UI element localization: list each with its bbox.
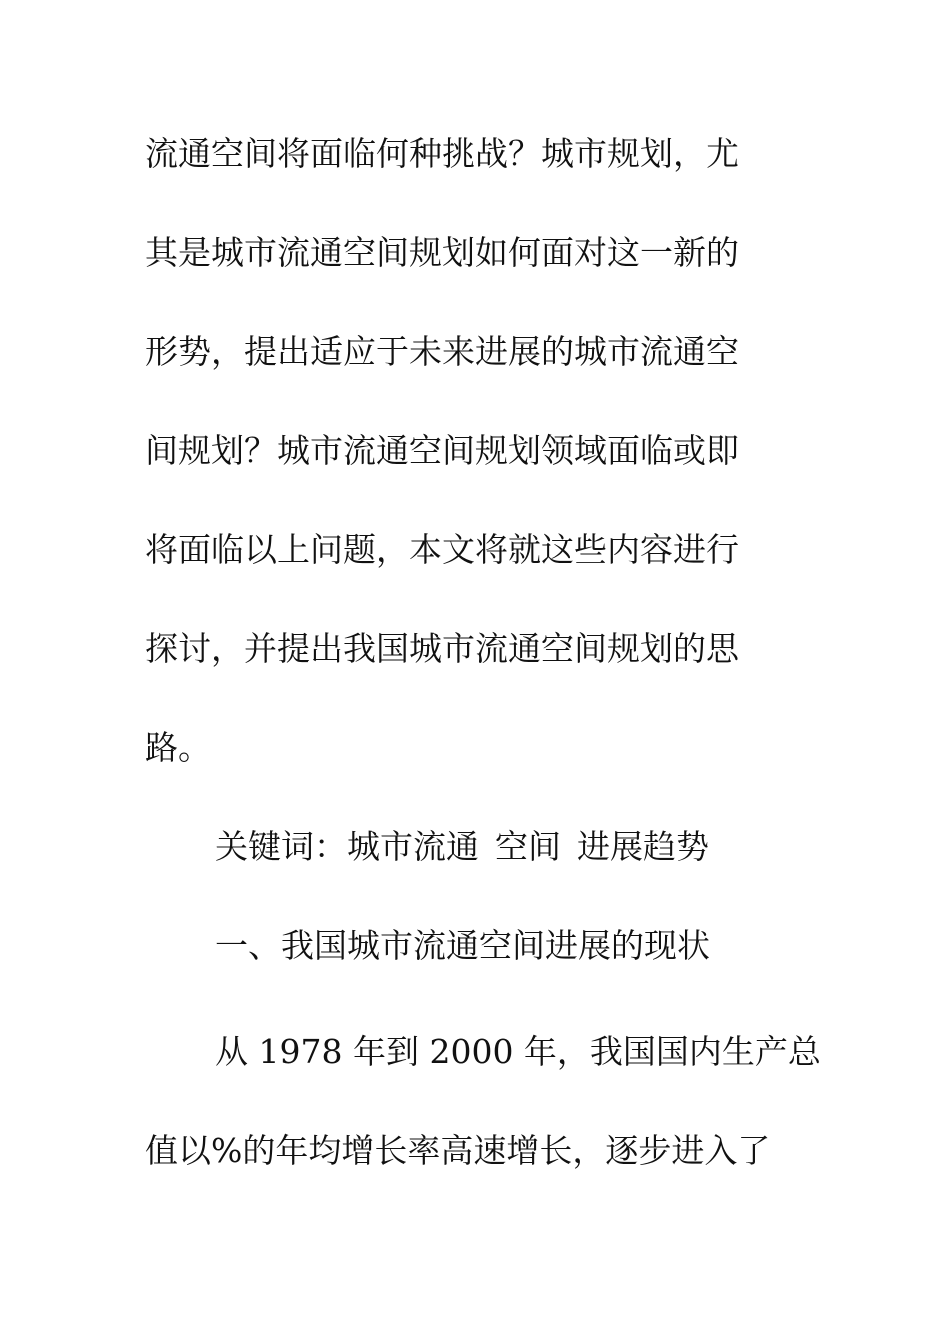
body-text-line: 其是城市流通空间规划如何面对这一新的	[145, 233, 739, 272]
keywords-line	[215, 827, 895, 867]
keyword-term: 空间	[495, 827, 561, 866]
body-text-line: 从 1978 年到 2000 年，我国国内生产总	[215, 1032, 821, 1071]
body-text-line: 形势，提出适应于未来进展的城市流通空	[145, 332, 739, 371]
keyword-term: 城市流通	[347, 827, 479, 866]
section-heading: 一、我国城市流通空间进展的现状	[215, 926, 710, 965]
keywords-label: 关键词：	[215, 827, 347, 866]
body-text-line: 值以%的年均增长率高速增长，逐步进入了	[145, 1131, 771, 1170]
body-text-line: 流通空间将面临何种挑战？城市规划，尤	[145, 134, 739, 173]
keyword-term: 进展趋势	[577, 827, 709, 866]
body-text-line: 将面临以上问题，本文将就这些内容进行	[145, 530, 739, 569]
body-text-line: 路。	[145, 728, 211, 767]
body-text-line: 间规划？城市流通空间规划领域面临或即	[145, 431, 739, 470]
body-text-line: 探讨，并提出我国城市流通空间规划的思	[145, 629, 739, 668]
